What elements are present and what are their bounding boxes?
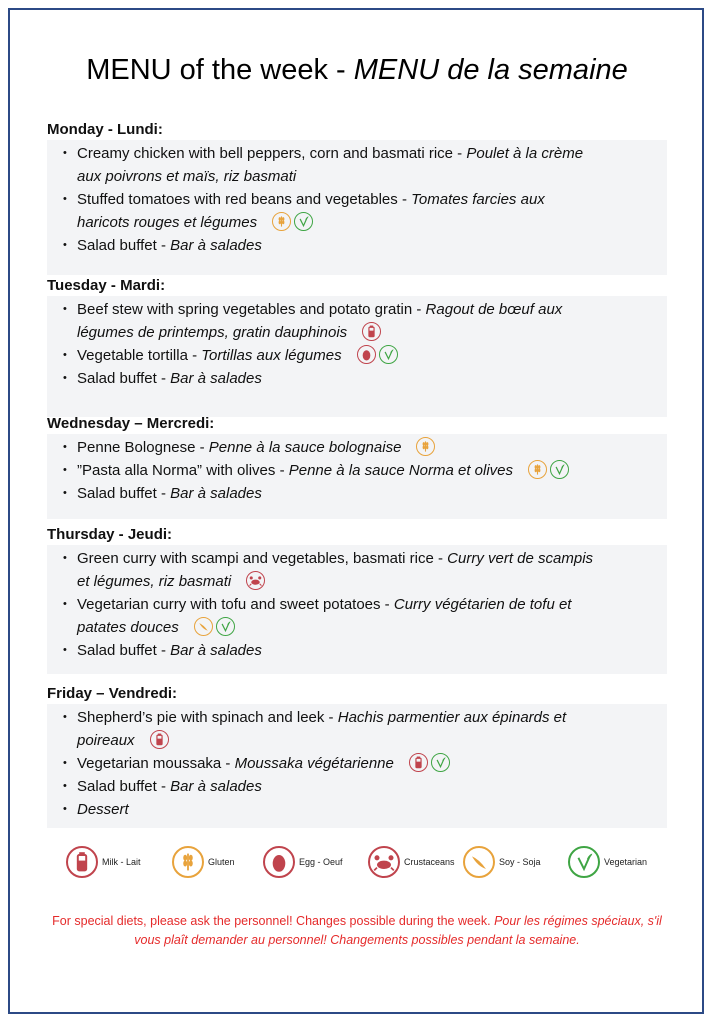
bullet: • bbox=[63, 147, 67, 159]
day-section-thursday bbox=[47, 525, 667, 674]
dish-name-fr: Curry vert de scampis bbox=[447, 550, 594, 567]
dish-item bbox=[63, 436, 667, 459]
dish-item bbox=[63, 482, 667, 505]
dish-name-fr: aux poivrons et maïs, riz basmati bbox=[77, 168, 297, 185]
dish-list bbox=[47, 545, 667, 674]
dish-name-fr: et légumes, riz basmati bbox=[77, 573, 232, 590]
bullet: • bbox=[63, 303, 67, 315]
dish-name-en: Salad buffet - bbox=[77, 237, 171, 254]
dish-item bbox=[63, 593, 667, 639]
dish-name-en: Vegetable tortilla - bbox=[77, 347, 202, 364]
dish-name-en: Shepherd’s pie with spinach and leek - bbox=[77, 709, 338, 726]
dish-item bbox=[63, 234, 667, 257]
dish-name-fr: Bar à salades bbox=[170, 778, 262, 795]
vegetarian-icon bbox=[379, 345, 398, 364]
dish-name-fr: poireaux bbox=[77, 732, 135, 749]
dish-name-fr: Poulet à la crème bbox=[466, 145, 584, 162]
dish-name-en: Salad buffet - bbox=[77, 778, 171, 795]
gluten-icon bbox=[528, 460, 547, 479]
legend-label: Egg - Oeuf bbox=[299, 857, 343, 867]
special-diets-note: For special diets, please ask the personnel! Changes possible during the week. Pour les régimes spéciaux, s'il vous plaît demander au personnel! Changements possibles pendant la semaine. bbox=[52, 914, 662, 947]
vegetarian-icon bbox=[568, 846, 600, 878]
dish-name-fr: Ragout de bœuf aux bbox=[425, 301, 563, 318]
egg-icon bbox=[357, 345, 376, 364]
dish-item bbox=[63, 298, 667, 344]
legend-label: Gluten bbox=[208, 857, 235, 867]
dish-name-en: Salad buffet - bbox=[77, 642, 171, 659]
dish-name-fr: légumes de printemps, gratin dauphinois bbox=[77, 324, 348, 341]
bullet: • bbox=[63, 780, 67, 792]
dish-name-fr: Bar à salades bbox=[170, 642, 262, 659]
dish-name-en: Salad buffet - bbox=[77, 370, 171, 387]
bullet: • bbox=[63, 487, 67, 499]
legend-label: Soy - Soja bbox=[499, 857, 541, 867]
dish-name-en: Salad buffet - bbox=[77, 485, 171, 502]
gluten-icon bbox=[416, 437, 435, 456]
legend-label: Crustaceans bbox=[404, 857, 455, 867]
milk-icon bbox=[362, 322, 381, 341]
vegetarian-icon bbox=[216, 617, 235, 636]
egg-icon bbox=[263, 846, 295, 878]
legend-item bbox=[172, 846, 235, 878]
bullet: • bbox=[63, 711, 67, 723]
soy-icon bbox=[463, 846, 495, 878]
vegetarian-icon bbox=[294, 212, 313, 231]
dish-item bbox=[63, 775, 667, 798]
bullet: • bbox=[63, 803, 67, 815]
vegetarian-icon bbox=[550, 460, 569, 479]
dish-name-fr: Penne à la sauce Norma et olives bbox=[288, 462, 514, 479]
dish-name-fr: Tomates farcies aux bbox=[411, 191, 545, 208]
day-section-friday bbox=[47, 684, 667, 828]
bullet: • bbox=[63, 372, 67, 384]
day-heading: Tuesday - Mardi: bbox=[47, 277, 166, 294]
bullet: • bbox=[63, 193, 67, 205]
legend-item bbox=[568, 846, 647, 878]
dish-item bbox=[63, 367, 667, 390]
legend-label: Milk - Lait bbox=[102, 857, 141, 867]
dish-name-en: Green curry with scampi and vegetables, basmati rice - bbox=[77, 550, 448, 567]
day-section-tuesday bbox=[47, 276, 667, 417]
soy-icon bbox=[194, 617, 213, 636]
dish-item bbox=[63, 188, 667, 234]
vegetarian-icon bbox=[431, 753, 450, 772]
dish-name-fr: haricots rouges et légumes bbox=[77, 214, 258, 231]
bullet: • bbox=[63, 644, 67, 656]
dish-item bbox=[63, 459, 667, 482]
gluten-icon bbox=[172, 846, 204, 878]
bullet: • bbox=[63, 757, 67, 769]
dish-item bbox=[63, 547, 667, 593]
day-section-monday bbox=[47, 120, 667, 275]
dish-name-fr: patates douces bbox=[77, 619, 179, 636]
bullet: • bbox=[63, 441, 67, 453]
dish-item bbox=[63, 798, 667, 821]
dish-item bbox=[63, 344, 667, 367]
dish-name-fr: Dessert bbox=[77, 801, 129, 818]
legend-item bbox=[263, 846, 343, 878]
bullet: • bbox=[63, 239, 67, 251]
day-heading: Thursday - Jeudi: bbox=[47, 526, 173, 543]
dish-list bbox=[47, 140, 667, 275]
legend-item bbox=[463, 846, 541, 878]
legend-item bbox=[368, 846, 455, 878]
legend-label: Vegetarian bbox=[604, 857, 648, 867]
bullet: • bbox=[63, 552, 67, 564]
allergen-legend bbox=[60, 846, 660, 882]
dish-name-fr: Moussaka végétarienne bbox=[234, 755, 394, 772]
dish-name-fr: Curry végétarien de tofu et bbox=[393, 596, 572, 613]
bullet: • bbox=[63, 464, 67, 476]
dish-name-en: Beef stew with spring vegetables and potato gratin - bbox=[77, 301, 426, 318]
gluten-icon bbox=[272, 212, 291, 231]
dish-name-en: Stuffed tomatoes with red beans and vegetables - bbox=[77, 191, 412, 208]
dish-name-en: Penne Bolognese - bbox=[77, 439, 209, 456]
dish-name-fr: Tortillas aux légumes bbox=[201, 347, 342, 364]
dish-name-fr: Penne à la sauce bolognaise bbox=[208, 439, 402, 456]
page-title: MENU of the week - MENU de la semaine bbox=[86, 54, 628, 86]
bullet: • bbox=[63, 598, 67, 610]
bullet: • bbox=[63, 349, 67, 361]
dish-name-en: Vegetarian moussaka - bbox=[77, 755, 235, 772]
dish-item bbox=[63, 142, 667, 188]
dish-item bbox=[63, 752, 667, 775]
milk-icon bbox=[66, 846, 98, 878]
dish-name-en: Vegetarian curry with tofu and sweet potatoes - bbox=[77, 596, 394, 613]
dish-name-en: Creamy chicken with bell peppers, corn and basmati rice - bbox=[77, 145, 467, 162]
dish-name-fr: Bar à salades bbox=[170, 485, 262, 502]
legend-item bbox=[66, 846, 141, 878]
crustaceans-icon bbox=[368, 846, 400, 878]
day-heading: Friday – Vendredi: bbox=[47, 685, 178, 702]
milk-icon bbox=[150, 730, 169, 749]
day-section-wednesday bbox=[47, 414, 667, 519]
dish-name-en: ”Pasta alla Norma” with olives - bbox=[77, 462, 289, 479]
day-heading: Monday - Lundi: bbox=[47, 121, 163, 138]
dish-list bbox=[47, 704, 667, 828]
day-heading: Wednesday – Mercredi: bbox=[47, 415, 215, 432]
dish-list bbox=[47, 296, 667, 417]
milk-icon bbox=[409, 753, 428, 772]
dish-name-fr: Bar à salades bbox=[170, 370, 262, 387]
dish-list bbox=[47, 434, 667, 519]
dish-item bbox=[63, 639, 667, 662]
dish-name-fr: Hachis parmentier aux épinards et bbox=[337, 709, 567, 726]
dish-item bbox=[63, 706, 667, 752]
crustaceans-icon bbox=[246, 571, 265, 590]
dish-name-fr: Bar à salades bbox=[170, 237, 262, 254]
